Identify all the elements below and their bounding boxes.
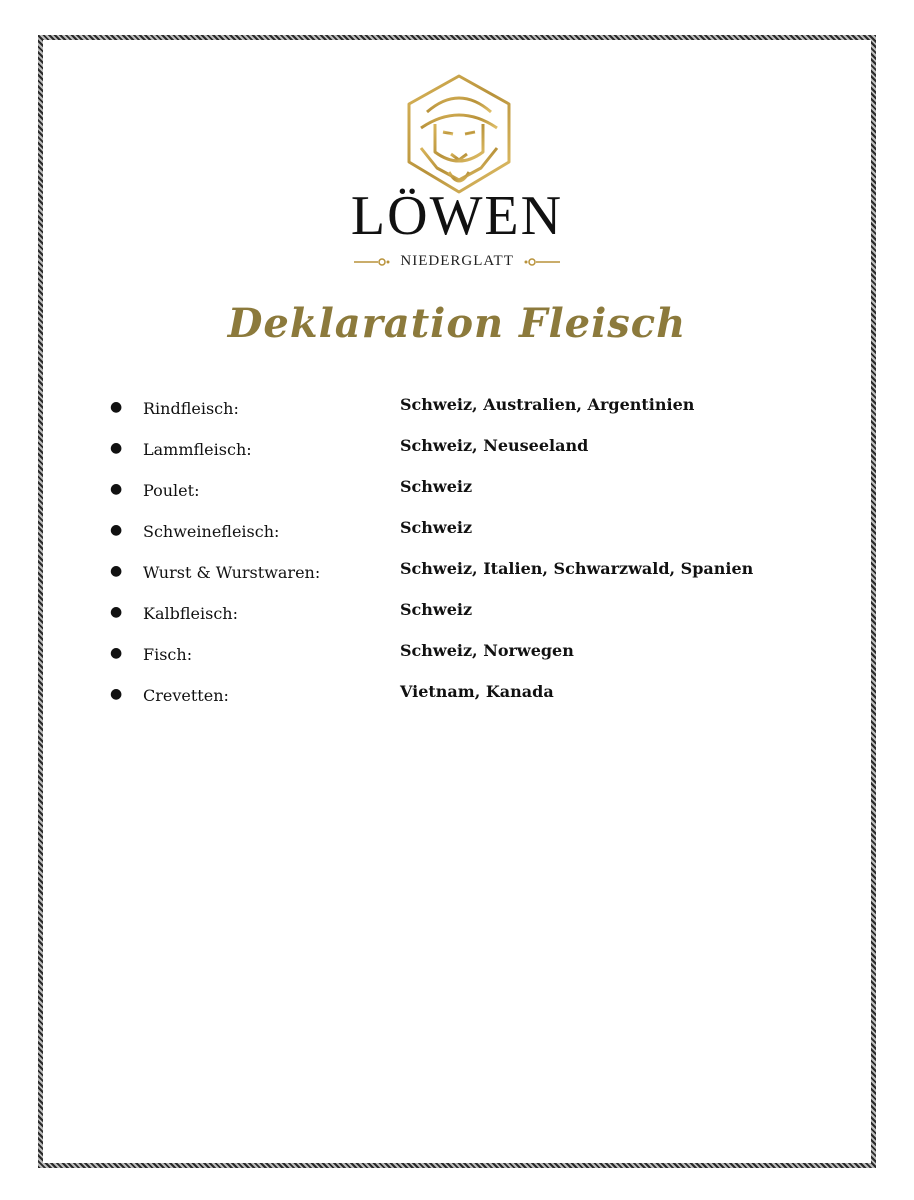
- bullet-icon: ●: [110, 563, 123, 579]
- bullet-icon: ●: [110, 645, 123, 661]
- item-label: Lammfleisch:: [143, 440, 252, 459]
- list-item: [110, 477, 830, 501]
- item-value: Schweiz, Norwegen: [400, 641, 574, 660]
- item-value: Schweiz: [400, 518, 473, 537]
- item-value: Schweiz, Neuseeland: [400, 436, 589, 455]
- page-title: Deklaration Fleisch: [227, 300, 687, 347]
- bullet-icon: ●: [110, 686, 123, 702]
- item-label: Rindfleisch:: [143, 399, 239, 418]
- list-item: [110, 641, 830, 665]
- list-item: [110, 395, 830, 419]
- item-value: Schweiz, Australien, Argentinien: [400, 395, 695, 414]
- item-label: Kalbfleisch:: [143, 604, 238, 623]
- brand-location: NIEDERGLATT: [400, 253, 514, 269]
- bullet-icon: ●: [110, 604, 123, 620]
- item-label: Poulet:: [143, 481, 200, 500]
- item-value: Vietnam, Kanada: [400, 682, 554, 701]
- list-item: [110, 559, 830, 583]
- item-label: Schweinefleisch:: [143, 522, 280, 541]
- item-value: Schweiz: [400, 600, 473, 619]
- list-item: [110, 518, 830, 542]
- list-item: [110, 436, 830, 460]
- item-label: Crevetten:: [143, 686, 229, 705]
- bullet-icon: ●: [110, 481, 123, 497]
- item-label: Wurst & Wurstwaren:: [143, 563, 321, 582]
- item-value: Schweiz: [400, 477, 473, 496]
- bullet-icon: ●: [110, 440, 123, 456]
- bullet-icon: ●: [110, 522, 123, 538]
- brand-name: LÖWEN: [350, 185, 564, 247]
- item-label: Fisch:: [143, 645, 193, 664]
- list-item: [110, 600, 830, 624]
- bullet-icon: ●: [110, 399, 123, 415]
- item-value: Schweiz, Italien, Schwarzwald, Spanien: [400, 559, 754, 578]
- list-item: [110, 682, 830, 706]
